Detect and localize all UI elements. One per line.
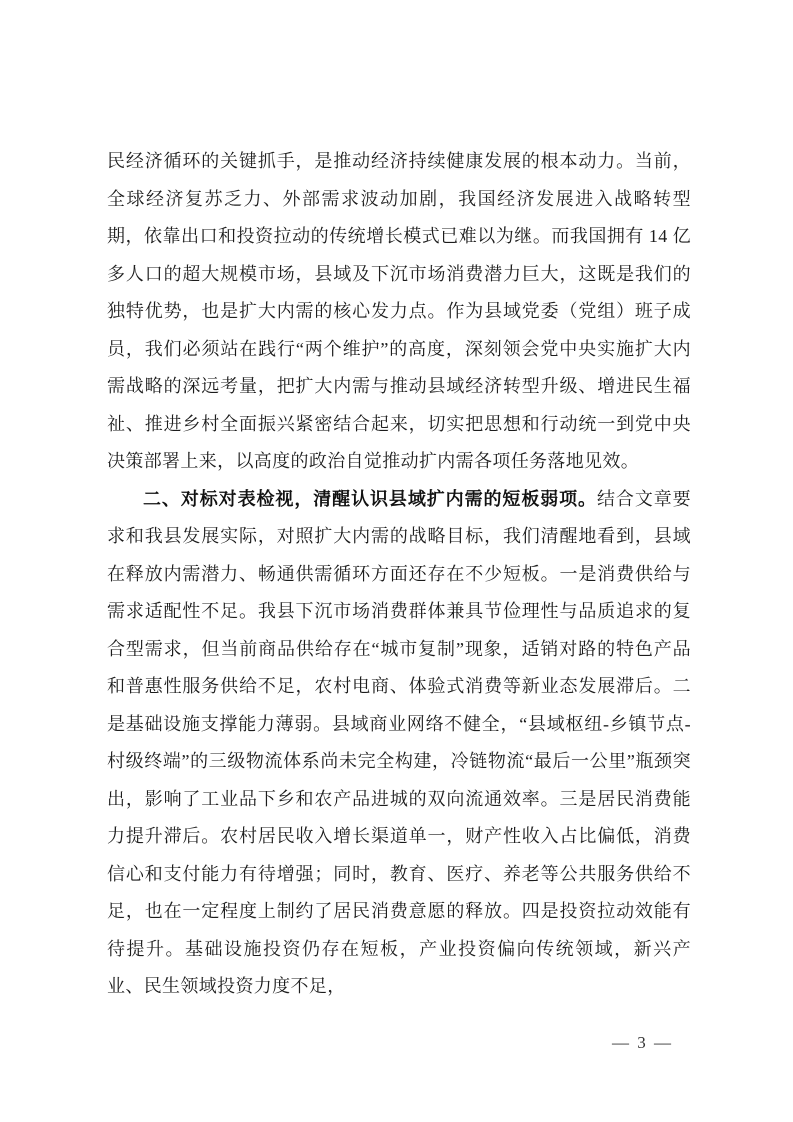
document-body xyxy=(107,143,691,1006)
paragraph-continuation: 民经济循环的关键抓手，是推动经济持续健康发展的根本动力。当前，全球经济复苏乏力、外部需求波动加剧，我国经济发展进入战略转型期，依靠出口和投资拉动的传统增长模式已难以为继。而我国拥有 14 亿多人口的超大规模市场，县域及下沉市场消费潜力巨大，这既是我们的独特优势，也是扩大内需的核心发力点。作为县域党委（党组）班子成员，我们必须站在践行“两个维护”的高度，深刻领会党中央实施扩大内需战略的深远考量，把扩大内需与推动县域经济转型升级、增进民生福祉、推进乡村全面振兴紧密结合起来，切实把思想和行动统一到党中央决策部署上来，以高度的政治自觉推动扩内需各项任务落地见效。 xyxy=(107,151,691,471)
paragraph-section-2 xyxy=(107,481,691,1006)
page-number: — 3 — xyxy=(612,1033,673,1052)
page-footer xyxy=(612,1031,673,1055)
section-2-body-text: 结合文章要求和我县发展实际，对照扩大内需的战略目标，我们清醒地看到，县域在释放内需潜力、畅通供需循环方面还存在不少短板。一是消费供给与需求适配性不足。我县下沉市场消费群体兼具节俭理性与品质追求的复合型需求，但当前商品供给存在“城市复制”现象，适销对路的特色产品和普惠性服务供给不足，农村电商、体验式消费等新业态发展滞后。二是基础设施支撑能力薄弱。县域商业网络不健全，“县域枢纽-乡镇节点-村级终端”的三级物流体系尚未完全构建，冷链物流“最后一公里”瓶颈突出，影响了工业品下乡和农产品进城的双向流通效率。三是居民消费能力提升滞后。农村居民收入增长渠道单一，财产性收入占比偏低，消费信心和支付能力有待增强；同时，教育、医疗、养老等公共服务供给不足，也在一定程度上制约了居民消费意愿的释放。四是投资拉动效能有待提升。基础设施投资仍存在短板，产业投资偏向传统领域，新兴产业、民生领域投资力度不足， xyxy=(107,488,691,996)
section-2-heading: 二、对标对表检视，清醒认识县域扩内需的短板弱项。 xyxy=(143,488,597,509)
